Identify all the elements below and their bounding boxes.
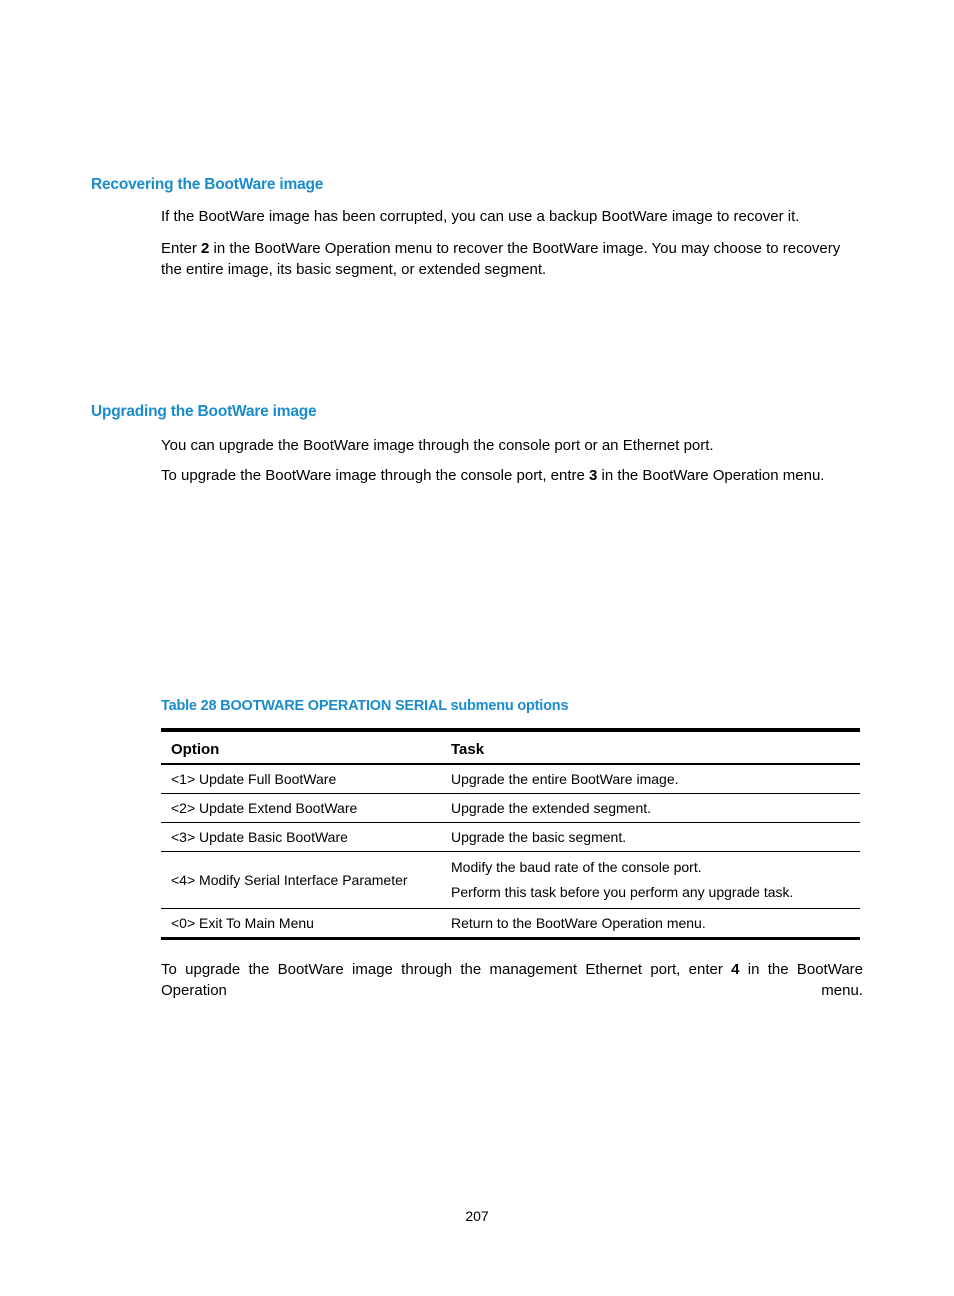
task-cell [441,823,860,852]
column-header-option: Option [161,730,441,764]
section-heading-upgrading: Upgrading the BootWare image [91,403,317,420]
option-cell: <4> Modify Serial Interface Parameter [161,852,441,909]
task-line: Upgrade the extended segment. [451,799,652,816]
option-cell: <2> Update Extend BootWare [161,794,441,823]
table-row [161,794,860,823]
task-line: Upgrade the entire BootWare image. [451,770,679,787]
task-line: Perform this task before you perform any upgrade task. [451,884,794,900]
option-cell: <0> Exit To Main Menu [161,909,441,939]
closing-menu-option-number: 4 [731,961,740,978]
upgrade-menu-option-number: 3 [589,467,598,484]
task-cell [441,852,860,909]
task-cell [441,909,860,939]
upgrade-p2-text-end: in the BootWare Operation menu. [597,467,825,484]
task-cell [441,764,860,794]
recover-menu-option-number: 2 [201,240,210,257]
recover-p2-text-end: in the BootWare Operation menu to recover the BootWare image. You may choose to recovery the entire image, its basic segment, or extended segment. [161,240,841,278]
table-row [161,764,860,794]
submenu-options-table [161,728,860,940]
option-cell: <1> Update Full BootWare [161,764,441,794]
table-row [161,823,860,852]
recover-p2-text-start: Enter [161,240,202,257]
recover-paragraph-1: If the BootWare image has been corrupted, you can use a backup BootWare image to recover it. [161,208,800,225]
option-cell: <3> Update Basic BootWare [161,823,441,852]
table-header-row [161,730,860,764]
task-line: Modify the baud rate of the console port. [451,859,702,875]
task-cell [441,794,860,823]
closing-text-start: To upgrade the BootWare image through the management Ethernet port, enter [161,961,732,978]
recover-paragraph-2 [161,238,863,280]
table-row [161,852,860,909]
upgrade-paragraph-1: You can upgrade the BootWare image through the console port or an Ethernet port. [161,437,714,454]
column-header-task: Task [441,730,860,764]
closing-text-end: in the BootWare Operation menu. [161,961,863,999]
page-number: 207 [465,1208,489,1224]
closing-paragraph [161,959,863,1001]
table-caption: Table 28 BOOTWARE OPERATION SERIAL submenu options [161,698,569,714]
table-row [161,909,860,939]
upgrade-paragraph-2 [161,465,863,486]
section-heading-recovering: Recovering the BootWare image [91,176,324,193]
task-line: Upgrade the basic segment. [451,828,627,845]
task-line: Return to the BootWare Operation menu. [451,914,706,931]
upgrade-p2-text-start: To upgrade the BootWare image through the console port, entre [161,467,590,484]
